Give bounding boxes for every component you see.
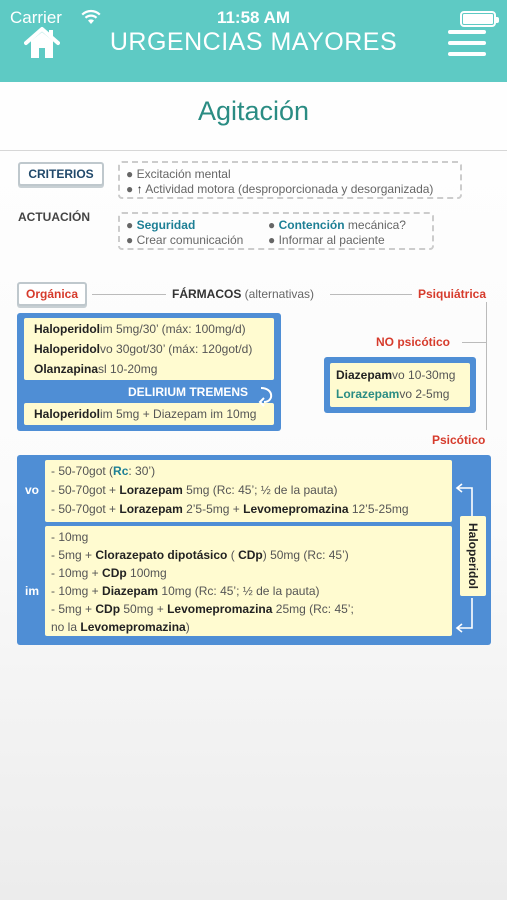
drug-row: Diazepamvo 10-30mg [336,368,456,382]
dose-row: no la Levomepromazina) [51,620,190,634]
bullet-icon: ● [126,218,134,232]
actuacion-box [118,212,434,250]
criterio-item: ● Excitación mental [126,167,231,181]
drug-row: Haloperidolim 5mg/30’ (máx: 100mg/d) [34,322,246,336]
drug-row: Olanzapinasl 10-20mg [34,362,158,376]
no-psicotico-box [324,357,476,413]
branch-line [486,302,487,430]
drug-row: Haloperidolvo 30got/30’ (máx: 120got/d) [34,342,253,356]
dose-row: - 50-70got + Lorazepam 5mg (Rc: 45’; ½ de la pauta) [51,483,338,497]
criterios-tag: CRITERIOS [18,162,104,186]
bullet-icon: ● [126,182,134,196]
connector-line [330,294,412,295]
carrier-label: Carrier [10,8,62,27]
farmacos-label: FÁRMACOS (alternativas) [172,287,315,301]
vo-list [45,460,452,522]
actuacion-item: ● Informar al paciente [268,233,385,247]
dose-row: - 50-70got + Lorazepam 2’5-5mg + Levomepromazina 12’5-25mg [51,502,409,516]
curved-arrow-icon [258,384,278,408]
delirium-drug: Haloperidolim 5mg + Diazepam im 10mg [24,403,274,425]
actuacion-item: ● Seguridad [126,218,196,232]
no-psicotico-list [330,363,470,407]
arrow-up-icon: ↑ [136,182,143,196]
battery-icon [460,11,496,27]
actuacion-item: ● Crear comunicación [126,233,244,247]
organica-tag: Orgánica [17,282,87,306]
menu-icon[interactable] [448,30,486,56]
psiquiatrica-label: Psiquiátrica [418,287,487,301]
delirium-tremens-label: DELIRIUM TREMENS [128,385,248,399]
page-title: Agitación [197,96,310,126]
organica-box [17,313,281,431]
psicotico-label: Psicótico [432,433,486,447]
dose-row: - 50-70got (Rc: 30’) [51,464,156,478]
bullet-icon: ● [268,218,276,232]
im-label: im [25,584,40,598]
actuacion-item: ● Contención mecánica? [268,218,406,232]
branch-line [462,342,486,343]
title-divider [0,150,507,151]
dose-row: - 10mg + Diazepam 10mg (Rc: 45’; ½ de la pauta) [51,584,320,598]
connector-line [92,294,166,295]
bullet-icon: ● [126,167,134,181]
dose-row: - 5mg + Clorazepato dipotásico ( CDp) 50mg (Rc: 45’) [51,548,349,562]
bullet-icon: ● [268,233,276,247]
criterio-item: ● ↑ Actividad motora (desproporcionada y desorganizada) [126,182,434,196]
app-header [0,0,507,82]
dose-row: - 5mg + CDp 50mg + Levomepromazina 25mg (Rc: 45’; [51,602,354,616]
criterios-box [118,161,462,199]
organica-list [24,318,274,380]
im-list [45,526,452,636]
vo-label: vo [25,483,40,497]
haloperidol-side-label: Haloperidol [460,516,486,596]
status-time: 11:58 AM [216,8,291,27]
bullet-icon: ● [126,233,134,247]
drug-row: Lorazepamvo 2-5mg [336,387,450,401]
actuacion-label: ACTUACIÓN [18,210,90,224]
no-psicotico-label: NO psicótico [376,335,451,349]
app-title: URGENCIAS MAYORES [109,28,398,56]
dose-row: - 10mg + CDp 100mg [51,566,167,580]
dose-row: - 10mg [51,530,89,544]
